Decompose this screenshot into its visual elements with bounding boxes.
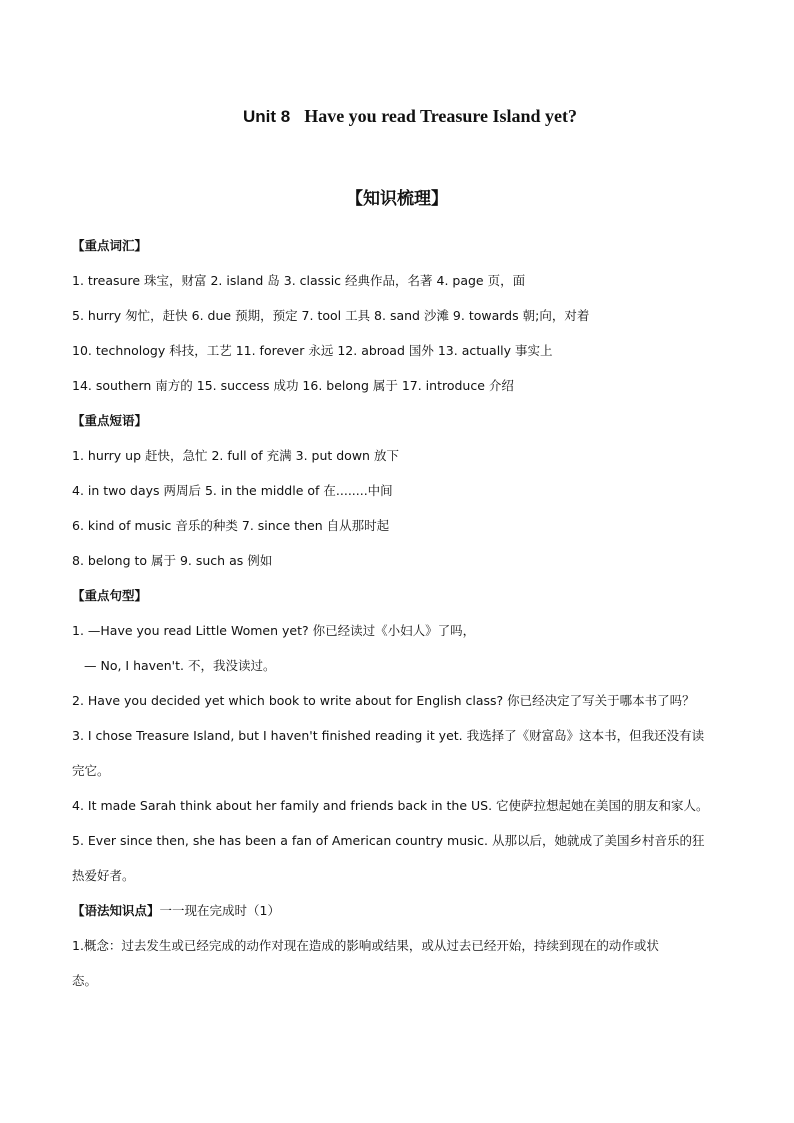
- text-line: 8. belong to 属于 9. such as 例如: [72, 553, 273, 568]
- document-title: [0, 106, 794, 127]
- text-line: 2. Have you decided yet which book to write about for English class? 你已经决定了写关于哪本书了吗？: [72, 693, 695, 708]
- section-heading: 【重点短语】: [72, 413, 148, 428]
- heading-label: 【语法知识点】: [72, 903, 160, 918]
- text-line: 热爱好者。: [72, 868, 135, 883]
- text-line: 5. hurry 匆忙，赶快 6. due 预期，预定 7. tool 工具 8. sand 沙滩 9. towards 朝;向，对着: [72, 308, 590, 323]
- document-body: [72, 228, 732, 998]
- unit-label: Unit 8: [242, 107, 291, 126]
- text-line: 1.概念：过去发生或已经完成的动作对现在造成的影响或结果，或从过去已经开始，持续到现在的动作或状: [72, 938, 659, 953]
- section-heading: [72, 893, 732, 928]
- text-line: 态。: [72, 973, 98, 988]
- text-line: 14. southern 南方的 15. success 成功 16. belong 属于 17. introduce 介绍: [72, 378, 514, 393]
- text-line: 3. I chose Treasure Island, but I haven't finished reading it yet. 我选择了《财富岛》这本书，但我还没有读: [72, 728, 705, 743]
- text-line: 4. It made Sarah think about her family and friends back in the US. 它使萨拉想起她在美国的朋友和家人。: [72, 798, 709, 813]
- text-line: 6. kind of music 音乐的种类 7. since then 自从那时起: [72, 518, 390, 533]
- heading-topic: 一一现在完成时（1）: [159, 903, 280, 918]
- unit-title-text: Have you read Treasure Island yet?: [304, 106, 578, 126]
- text-line: — No, I haven't. 不，我没读过。: [84, 658, 276, 673]
- text-line: 1. treasure 珠宝，财富 2. island 岛 3. classic 经典作品，名著 4. page 页，面: [72, 273, 526, 288]
- section-title: 【知识梳理】: [346, 189, 448, 209]
- text-line: 1. —Have you read Little Women yet? 你已经读过《小妇人》了吗，: [72, 623, 476, 638]
- text-line: 4. in two days 两周后 5. in the middle of 在........中间: [72, 483, 393, 498]
- text-line: 10. technology 科技，工艺 11. forever 永远 12. abroad 国外 13. actually 事实上: [72, 343, 553, 358]
- text-line: 5. Ever since then, she has been a fan of American country music. 从那以后，她就成了美国乡村音乐的狂: [72, 833, 705, 848]
- text-line: 1. hurry up 赶快，急忙 2. full of 充满 3. put down 放下: [72, 448, 399, 463]
- text-line: 完它。: [72, 763, 110, 778]
- section-heading: 【重点句型】: [72, 588, 148, 603]
- section-heading: 【重点词汇】: [72, 238, 148, 253]
